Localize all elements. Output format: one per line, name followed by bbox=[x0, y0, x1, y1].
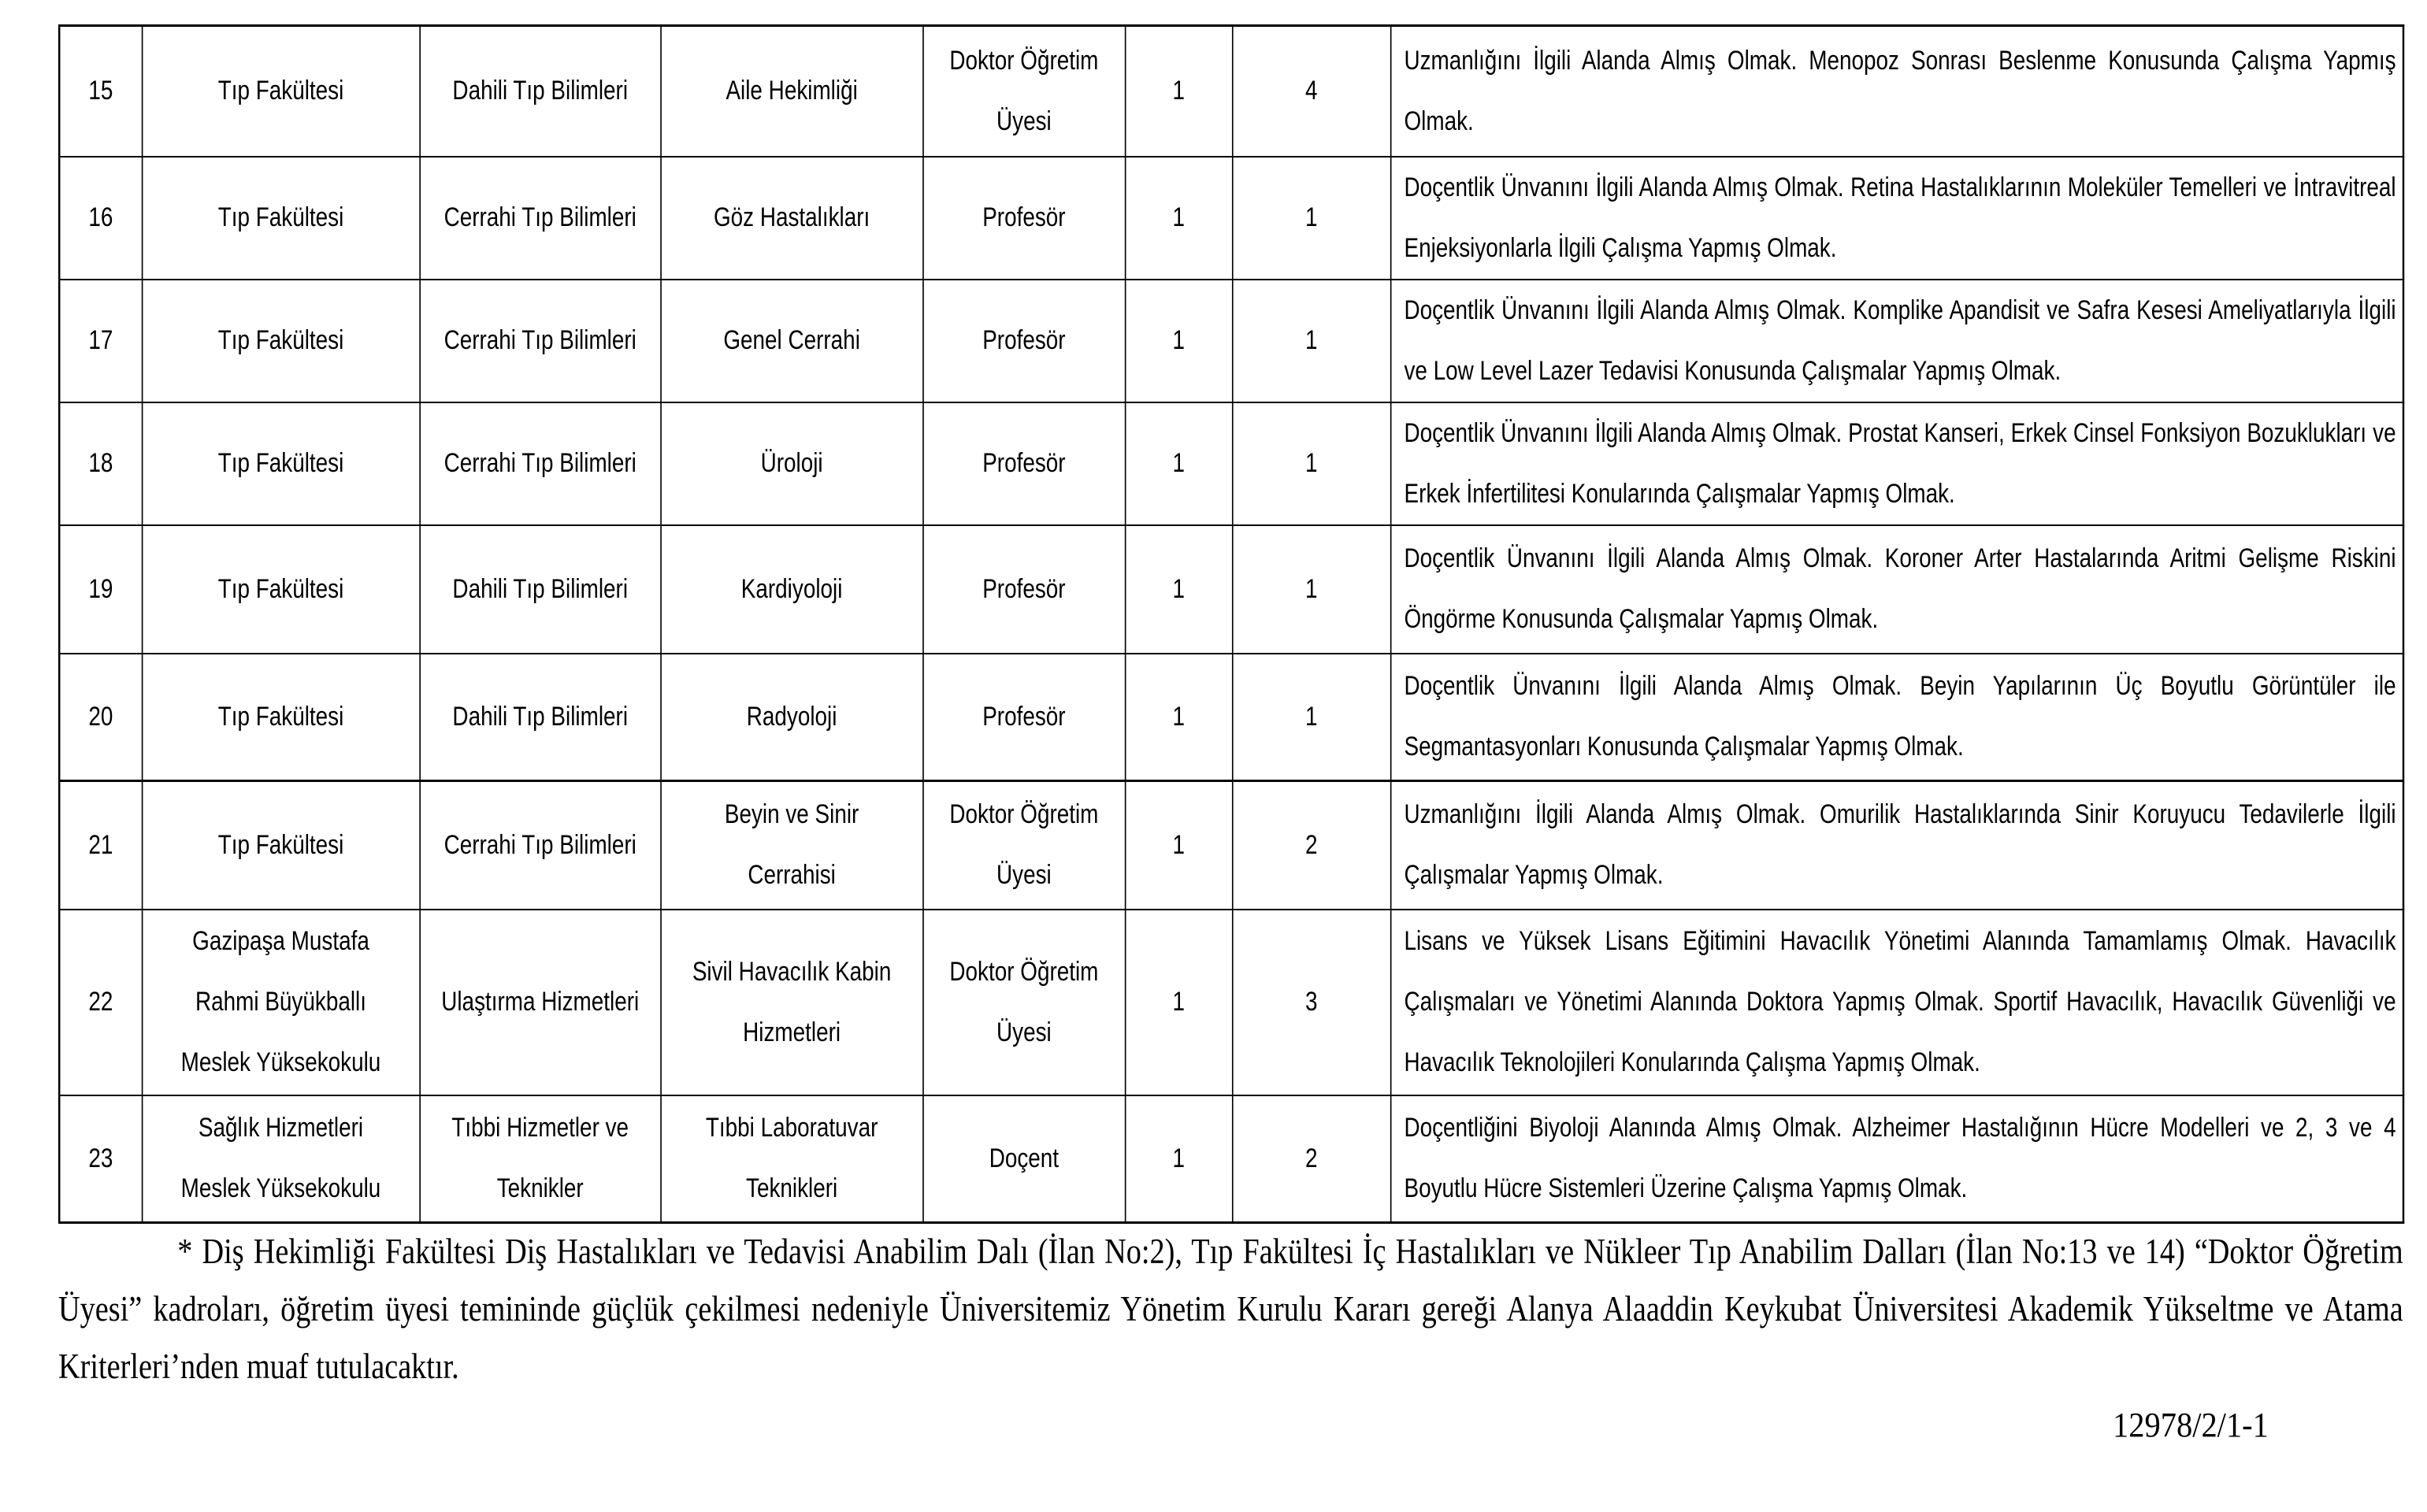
department-line: Cerrahi Tıp Bilimleri bbox=[443, 829, 636, 860]
degree-text: 1 bbox=[1305, 448, 1318, 478]
row-number-text: 23 bbox=[88, 1143, 113, 1173]
unit-cell bbox=[142, 910, 420, 1095]
department-line: Dahili Tıp Bilimleri bbox=[452, 573, 629, 604]
table-row bbox=[59, 157, 2403, 280]
position-count-text: 1 bbox=[1172, 987, 1186, 1017]
table-row bbox=[59, 910, 2403, 1095]
table-body bbox=[59, 26, 2403, 1223]
row-number-text: 19 bbox=[88, 573, 113, 604]
unit-cell bbox=[142, 402, 420, 525]
department-cell bbox=[420, 280, 661, 402]
unit-line: Tıp Fakültesi bbox=[217, 829, 344, 860]
degree-text: 4 bbox=[1305, 76, 1318, 106]
division-cell bbox=[661, 402, 923, 525]
title-line: Profesör bbox=[982, 325, 1066, 355]
unit-line: Tıp Fakültesi bbox=[217, 573, 344, 604]
position-count-cell bbox=[1125, 1095, 1232, 1223]
row-number-cell bbox=[59, 525, 142, 654]
title-line: Profesör bbox=[982, 202, 1066, 232]
row-number-cell bbox=[59, 402, 142, 525]
footnote-text: * Diş Hekimliği Fakültesi Diş Hastalıkları ve Tedavisi Anabilim Dalı (İlan No:2), Tıp Fakültesi İç Hastalıkları ve Nükleer Tıp Anabilim Dalları (İlan No:13 ve 14) “Doktor Öğretim Üyesi” kadroları, öğretim üyesi temininde güçlük çekilmesi nedeniyle Üniversitemiz Yönetim Kurulu Kararı gereği Alanya Alaaddin Keykubat Üniversitesi Akademik Yükseltme ve Atama Kriterleri’nden muaf tutulacaktır. bbox=[58, 1232, 2403, 1386]
position-count-cell bbox=[1125, 157, 1232, 280]
division-cell bbox=[661, 781, 923, 910]
title-line: Üyesi bbox=[996, 106, 1052, 136]
department-line: Cerrahi Tıp Bilimleri bbox=[443, 325, 636, 355]
department-cell bbox=[420, 781, 661, 910]
description-cell bbox=[1390, 26, 2403, 157]
title-cell bbox=[923, 402, 1126, 525]
title-cell bbox=[923, 525, 1126, 654]
description-text: Doçentlik Ünvanını İlgili Alanda Almış Olmak. Beyin Yapılarının Üç Boyutlu Görüntüler ile Segmantasyonları Konusunda Çalışmalar Yapmış Olmak. bbox=[1404, 671, 2396, 762]
department-line: Cerrahi Tıp Bilimleri bbox=[443, 202, 636, 232]
table-row bbox=[59, 654, 2403, 781]
division-cell bbox=[661, 1095, 923, 1223]
division-line: Cerrahisi bbox=[748, 860, 836, 891]
title-cell bbox=[923, 1095, 1126, 1223]
title-line: Üyesi bbox=[996, 860, 1052, 891]
degree-cell bbox=[1232, 654, 1390, 781]
position-count-cell bbox=[1125, 781, 1232, 910]
row-number-text: 20 bbox=[88, 701, 113, 732]
description-text: Doçentlik Ünvanını İlgili Alanda Almış Olmak. Retina Hastalıklarının Moleküler Temelleri ve İntravitreal Enjeksiyonlarla İlgili Çalışma Yapmış Olmak. bbox=[1404, 172, 2396, 263]
row-number-cell bbox=[59, 781, 142, 910]
table-row bbox=[59, 525, 2403, 654]
description-cell bbox=[1390, 654, 2403, 781]
description-text: Uzmanlığını İlgili Alanda Almış Olmak. Menopoz Sonrası Beslenme Konusunda Çalışma Yapmış Olmak. bbox=[1404, 45, 2396, 136]
title-line: Doktor Öğretim bbox=[949, 799, 1099, 830]
degree-cell bbox=[1232, 781, 1390, 910]
division-line: Kardiyoloji bbox=[740, 573, 843, 604]
department-cell bbox=[420, 525, 661, 654]
row-number-text: 15 bbox=[88, 76, 113, 106]
position-count-text: 1 bbox=[1172, 829, 1186, 860]
division-line: Göz Hastalıkları bbox=[713, 202, 870, 232]
department-line: Teknikler bbox=[496, 1173, 584, 1204]
division-line: Hizmetleri bbox=[743, 1017, 841, 1047]
division-cell bbox=[661, 910, 923, 1095]
department-line: Ulaştırma Hizmetleri bbox=[441, 987, 640, 1017]
position-count-text: 1 bbox=[1172, 325, 1186, 355]
table-row bbox=[59, 781, 2403, 910]
title-cell bbox=[923, 280, 1126, 402]
position-count-text: 1 bbox=[1172, 202, 1186, 232]
degree-cell bbox=[1232, 1095, 1390, 1223]
department-line: Dahili Tıp Bilimleri bbox=[452, 76, 629, 106]
degree-text: 3 bbox=[1305, 987, 1318, 1017]
division-cell bbox=[661, 654, 923, 781]
title-cell bbox=[923, 910, 1126, 1095]
division-line: Sivil Havacılık Kabin bbox=[692, 956, 892, 987]
degree-cell bbox=[1232, 525, 1390, 654]
unit-cell bbox=[142, 157, 420, 280]
unit-cell bbox=[142, 26, 420, 157]
unit-line: Tıp Fakültesi bbox=[217, 76, 344, 106]
description-cell bbox=[1390, 280, 2403, 402]
title-cell bbox=[923, 781, 1126, 910]
row-number-text: 18 bbox=[88, 448, 113, 478]
positions-table-container bbox=[58, 24, 2403, 1224]
division-line: Teknikleri bbox=[746, 1173, 838, 1204]
row-number-cell bbox=[59, 654, 142, 781]
degree-text: 1 bbox=[1305, 701, 1318, 732]
degree-text: 1 bbox=[1305, 325, 1318, 355]
title-cell bbox=[923, 654, 1126, 781]
description-text: Doçentlik Ünvanını İlgili Alanda Almış Olmak. Prostat Kanseri, Erkek Cinsel Fonksiyon Bozuklukları ve Erkek İnfertilitesi Konularında Çalışmalar Yapmış Olmak. bbox=[1404, 417, 2396, 509]
title-line: Profesör bbox=[982, 573, 1066, 604]
unit-line: Meslek Yüksekokulu bbox=[180, 1173, 381, 1204]
title-line: Doçent bbox=[989, 1143, 1059, 1173]
title-line: Profesör bbox=[982, 701, 1066, 732]
unit-line: Tıp Fakültesi bbox=[217, 448, 344, 478]
title-cell bbox=[923, 26, 1126, 157]
degree-cell bbox=[1232, 26, 1390, 157]
division-cell bbox=[661, 280, 923, 402]
position-count-cell bbox=[1125, 654, 1232, 781]
division-line: Genel Cerrahi bbox=[723, 325, 860, 355]
department-cell bbox=[420, 910, 661, 1095]
description-cell bbox=[1390, 781, 2403, 910]
footnote-container bbox=[58, 1223, 2403, 1395]
table-row bbox=[59, 26, 2403, 157]
position-count-cell bbox=[1125, 525, 1232, 654]
row-number-cell bbox=[59, 26, 142, 157]
position-count-cell bbox=[1125, 26, 1232, 157]
unit-line: Rahmi Büyükballı bbox=[195, 987, 366, 1017]
degree-text: 1 bbox=[1305, 202, 1318, 232]
description-text: Uzmanlığını İlgili Alanda Almış Olmak. Omurilik Hastalıklarında Sinir Koruyucu Tedavilerle İlgili Çalışmalar Yapmış Olmak. bbox=[1404, 799, 2396, 891]
table-row bbox=[59, 402, 2403, 525]
department-line: Cerrahi Tıp Bilimleri bbox=[443, 448, 636, 478]
page-number: 12978/2/1-1 bbox=[2113, 1406, 2269, 1444]
department-line: Dahili Tıp Bilimleri bbox=[452, 701, 629, 732]
academic-positions-table bbox=[58, 24, 2404, 1224]
department-cell bbox=[420, 26, 661, 157]
department-line: Tıbbi Hizmetler ve bbox=[451, 1113, 629, 1143]
position-count-text: 1 bbox=[1172, 573, 1186, 604]
description-text: Doçentliğini Biyoloji Alanında Almış Olmak. Alzheimer Hastalığının Hücre Modelleri ve 2, 3 ve 4 Boyutlu Hücre Sistemleri Üzerine Çalışma Yapmış Olmak. bbox=[1404, 1113, 2396, 1204]
description-text: Doçentlik Ünvanını İlgili Alanda Almış Olmak. Koroner Arter Hastalarında Aritmi Gelişme Riskini Öngörme Konusunda Çalışmalar Yapmış Olmak. bbox=[1404, 543, 2396, 634]
title-line: Doktor Öğretim bbox=[949, 45, 1099, 76]
table-row bbox=[59, 280, 2403, 402]
title-line: Profesör bbox=[982, 448, 1066, 478]
description-text: Doçentlik Ünvanını İlgili Alanda Almış Olmak. Komplike Apandisit ve Safra Kesesi Ameliyatlarıyla İlgili ve Low Level Lazer Tedavisi Konusunda Çalışmalar Yapmış Olmak. bbox=[1404, 295, 2396, 386]
position-count-text: 1 bbox=[1172, 701, 1186, 732]
row-number-text: 21 bbox=[88, 829, 113, 860]
degree-text: 1 bbox=[1305, 573, 1318, 604]
division-line: Üroloji bbox=[760, 448, 823, 478]
row-number-cell bbox=[59, 280, 142, 402]
table-row bbox=[59, 1095, 2403, 1223]
unit-cell bbox=[142, 781, 420, 910]
position-count-cell bbox=[1125, 402, 1232, 525]
division-line: Radyoloji bbox=[746, 701, 837, 732]
division-cell bbox=[661, 157, 923, 280]
row-number-cell bbox=[59, 910, 142, 1095]
unit-line: Sağlık Hizmetleri bbox=[198, 1113, 364, 1143]
department-cell bbox=[420, 157, 661, 280]
unit-cell bbox=[142, 280, 420, 402]
row-number-cell bbox=[59, 1095, 142, 1223]
position-count-cell bbox=[1125, 280, 1232, 402]
title-cell bbox=[923, 157, 1126, 280]
unit-line: Meslek Yüksekokulu bbox=[180, 1047, 381, 1077]
description-text: Lisans ve Yüksek Lisans Eğitimini Havacılık Yönetimi Alanında Tamamlamış Olmak. Havacılık Çalışmaları ve Yönetimi Alanında Doktora Yapmış Olmak. Sportif Havacılık, Havacılık Güvenliği ve Havacılık Teknolojileri Konularında Çalışma Yapmış Olmak. bbox=[1404, 926, 2396, 1077]
position-count-cell bbox=[1125, 910, 1232, 1095]
row-number-cell bbox=[59, 157, 142, 280]
division-line: Beyin ve Sinir bbox=[724, 799, 859, 830]
description-cell bbox=[1390, 910, 2403, 1095]
degree-text: 2 bbox=[1305, 829, 1318, 860]
title-line: Doktor Öğretim bbox=[949, 956, 1099, 987]
unit-cell bbox=[142, 525, 420, 654]
department-cell bbox=[420, 1095, 661, 1223]
division-line: Tıbbi Laboratuvar bbox=[705, 1113, 878, 1143]
description-cell bbox=[1390, 525, 2403, 654]
row-number-text: 17 bbox=[88, 325, 113, 355]
division-cell bbox=[661, 525, 923, 654]
department-cell bbox=[420, 402, 661, 525]
description-cell bbox=[1390, 157, 2403, 280]
unit-line: Gazipaşa Mustafa bbox=[192, 926, 369, 956]
department-cell bbox=[420, 654, 661, 781]
unit-line: Tıp Fakültesi bbox=[217, 701, 344, 732]
degree-cell bbox=[1232, 402, 1390, 525]
unit-cell bbox=[142, 1095, 420, 1223]
unit-line: Tıp Fakültesi bbox=[217, 325, 344, 355]
description-cell bbox=[1390, 402, 2403, 525]
position-count-text: 1 bbox=[1172, 1143, 1186, 1173]
position-count-text: 1 bbox=[1172, 448, 1186, 478]
position-count-text: 1 bbox=[1172, 76, 1186, 106]
division-cell bbox=[661, 26, 923, 157]
title-line: Üyesi bbox=[996, 1017, 1052, 1047]
description-cell bbox=[1390, 1095, 2403, 1223]
row-number-text: 16 bbox=[88, 202, 113, 232]
degree-text: 2 bbox=[1305, 1143, 1318, 1173]
row-number-text: 22 bbox=[88, 987, 113, 1017]
division-line: Aile Hekimliği bbox=[726, 76, 858, 106]
degree-cell bbox=[1232, 157, 1390, 280]
unit-line: Tıp Fakültesi bbox=[217, 202, 344, 232]
unit-cell bbox=[142, 654, 420, 781]
degree-cell bbox=[1232, 280, 1390, 402]
degree-cell bbox=[1232, 910, 1390, 1095]
